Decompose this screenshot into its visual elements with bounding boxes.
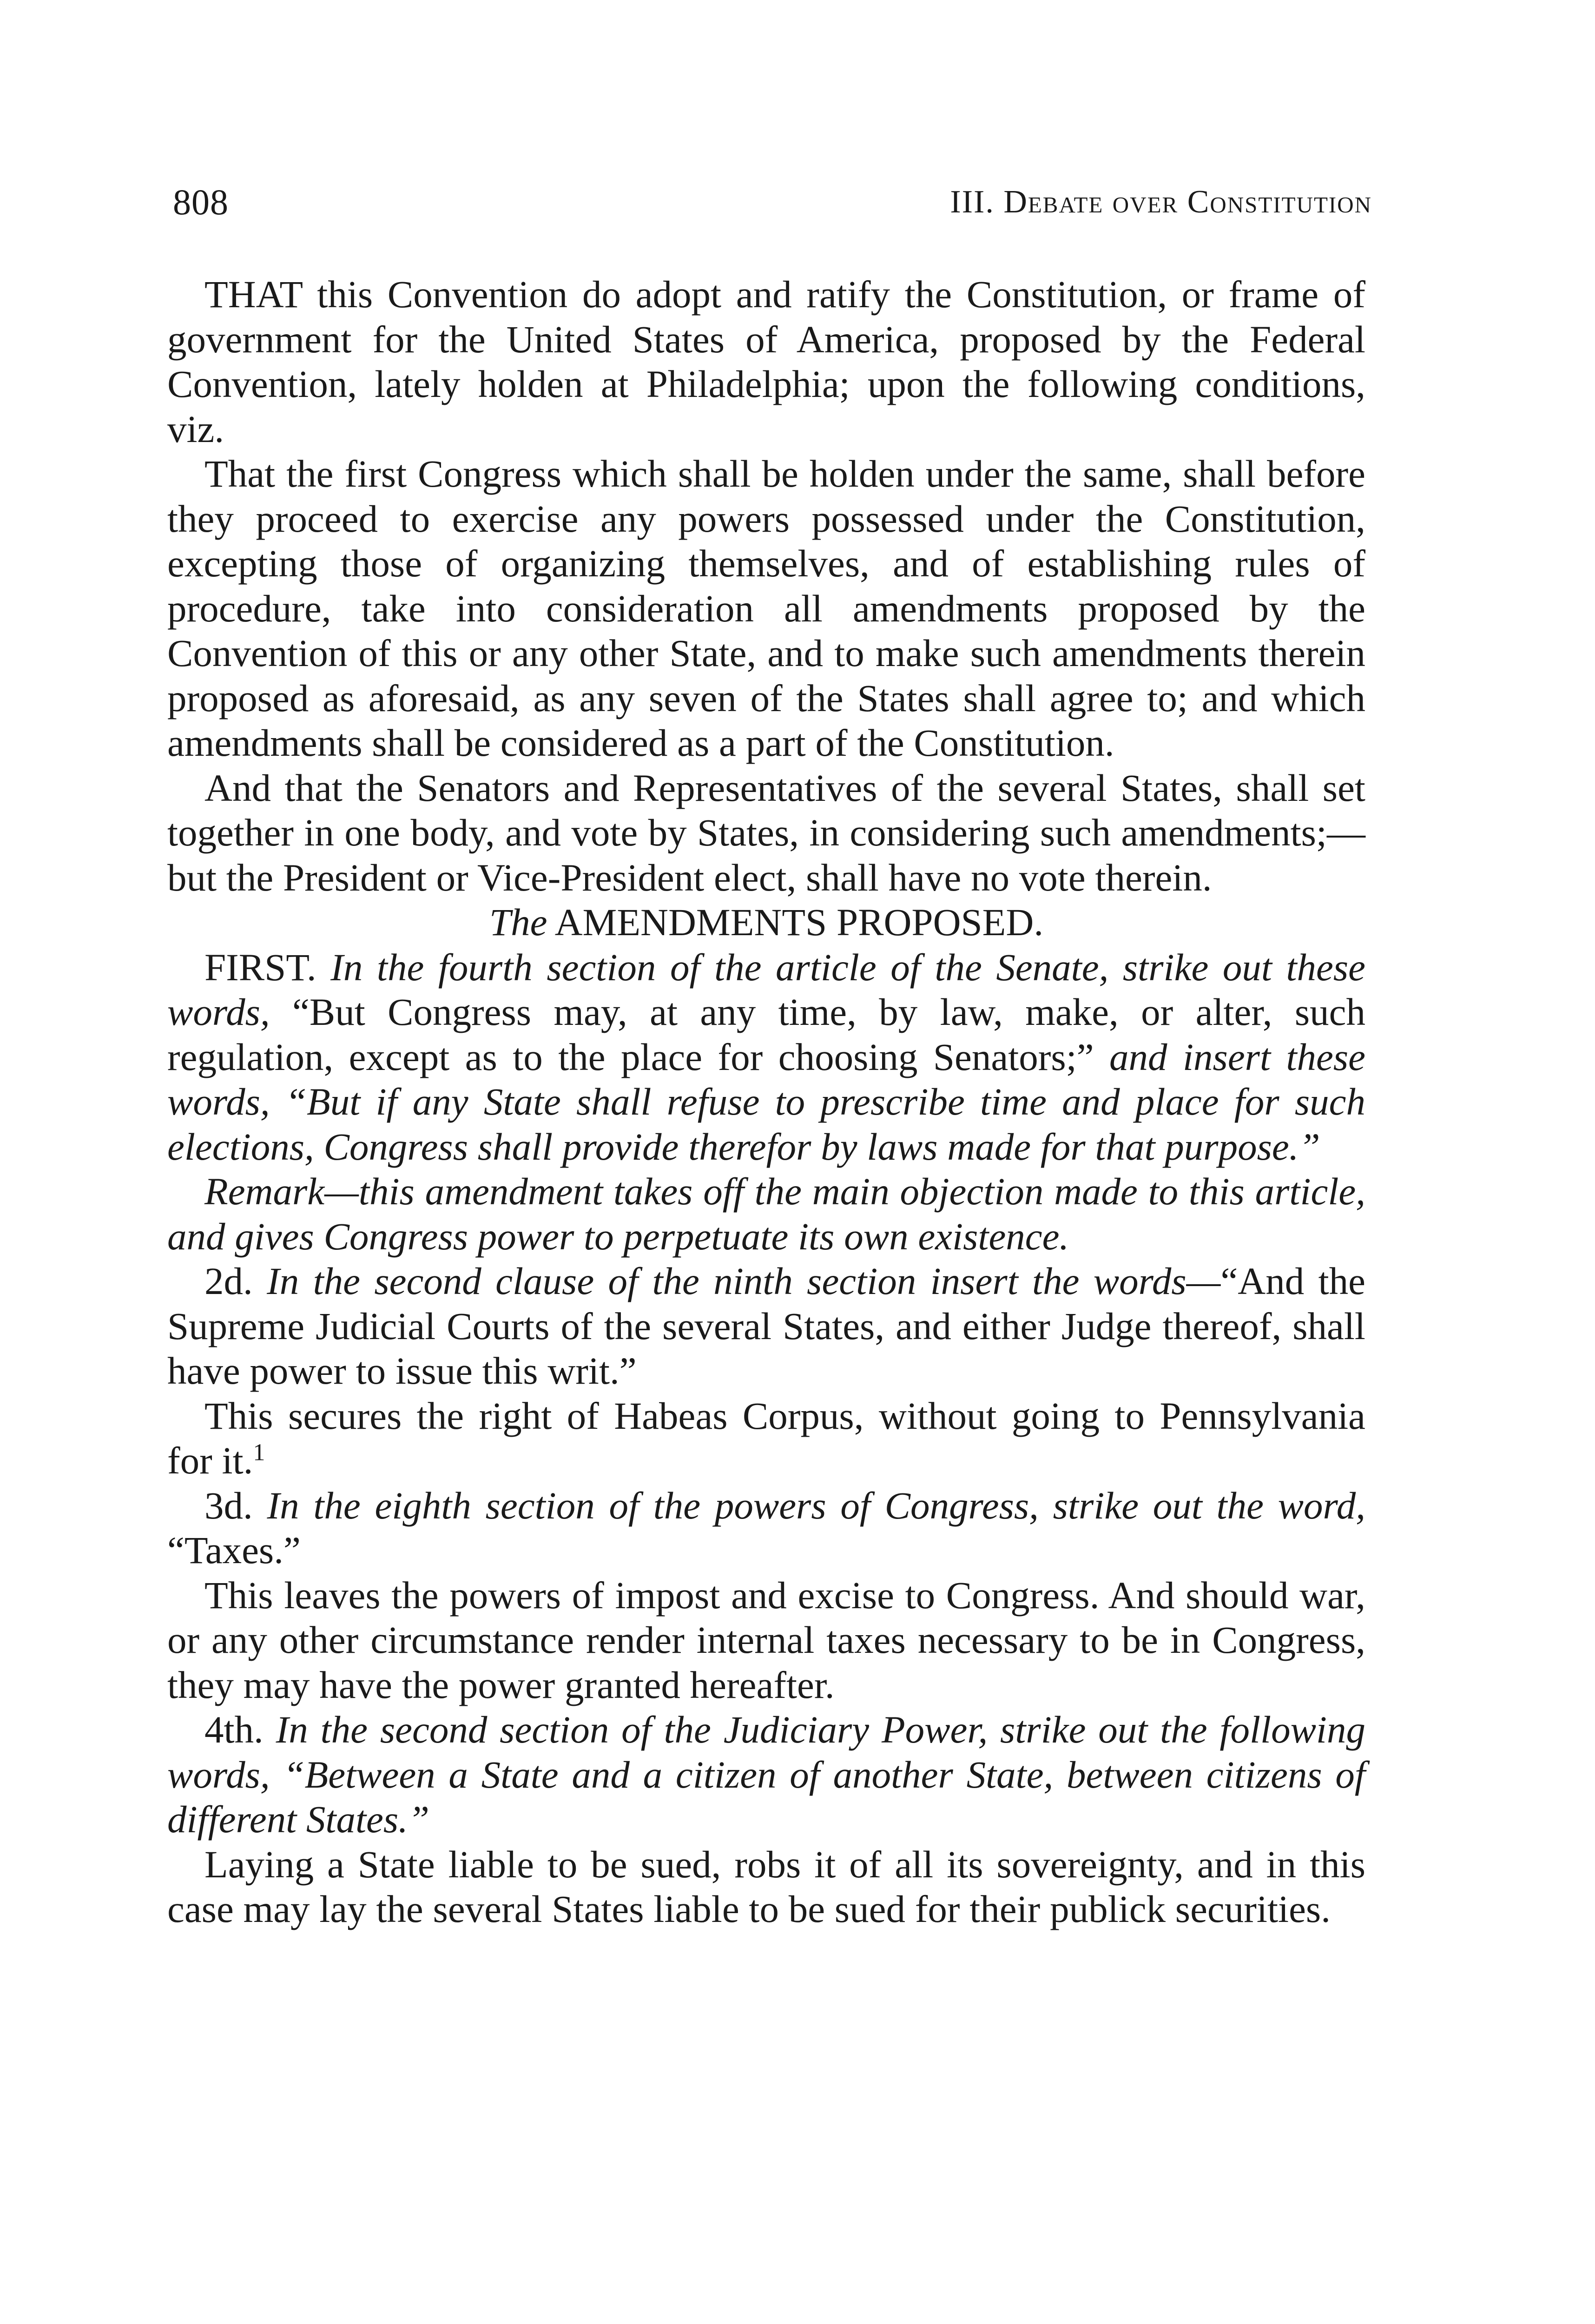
remark-paragraph [167,1169,1365,1259]
first-insert-instruction: and insert these words, [167,1035,1365,1123]
fourth-label: 4th. [204,1708,264,1751]
sovereignty-paragraph: Laying a State liable to be sued, robs it of all its sovereignty, and in this case may lay the several States liable to be sued for their publick securities. [167,1842,1365,1930]
heading-rest: AMENDMENTS PROPOSED. [547,901,1044,944]
habeas-text: This secures the right of Habeas Corpus, without going to Pennsylvania for it. [167,1394,1365,1482]
fourth-instruction: In the second section of the Judiciary Power, strike out the following words, “Between a State and a citizen of another State, between citizens of different States.” [167,1708,1365,1841]
first-inserted-text: “But if any State shall refuse to prescribe time and place for such elections, Congress shall provide therefor by laws made for that purpose.” [167,1080,1365,1168]
footnote-reference: 1 [253,1439,265,1466]
third-amendment [167,1483,1365,1573]
senators-paragraph: And that the Senators and Representatives of the several States, shall set together in one body, and vote by States, in considering such amendments;—but the President or Vice-President elect, shall have no vote therein. [167,766,1365,899]
third-label: 3d. [204,1484,253,1527]
ratification-paragraph: THAT this Convention do adopt and ratify the Constitution, or frame of government for the United States of America, proposed by the Federal Convention, lately holden at Philadelphia; upon the following conditions, viz. [167,273,1365,450]
habeas-paragraph [167,1393,1365,1483]
second-label: 2d. [204,1260,253,1302]
remark-text: Remark—this amendment takes off the main objection made to this article, and gives Congress power to perpetuate its own existence. [167,1170,1365,1258]
first-congress-paragraph: That the first Congress which shall be holden under the same, shall before they proceed to exercise any powers possessed under the Constitution, excepting those of organizing themselves, and of establishing rules of procedure, take into consideration all amendments proposed by the Convention of this or any other State, and to make such amendments therein proposed as aforesaid, as any seven of the States shall agree to; and which amendments shall be considered as a part of the Constitution. [167,452,1365,764]
running-head [173,177,1372,228]
first-amendment [167,945,1365,1169]
second-instruction: In the second clause of the ninth section insert the words— [252,1260,1221,1302]
second-quoted-text: “And the Supreme Judicial Courts of the several States, and either Judge thereof, shall have power to issue this writ.” [167,1260,1365,1392]
first-label: FIRST. [204,945,316,989]
heading-the: The [489,901,547,944]
first-quoted-text: “But Congress may, at any time, by law, make, or alter, such regulation, except as to the place for choosing Senators;” [167,990,1365,1078]
third-quoted-text: “Taxes.” [167,1529,301,1571]
impost-paragraph: This leaves the powers of impost and excise to Congress. And should war, or any other circumstance render internal taxes necessary to be in Congress, they may have the power granted hereafter. [167,1573,1365,1706]
first-instruction: In the fourth section of the article of the Senate, strike out these words, [167,945,1365,1033]
body-text [167,272,1365,1932]
running-title: III. Debate over Constitution [950,184,1372,220]
third-instruction: In the eighth section of the powers of Congress, strike out the word, [252,1484,1365,1527]
amendments-heading [167,900,1365,945]
fourth-amendment [167,1707,1365,1842]
second-amendment [167,1259,1365,1393]
page-number: 808 [173,182,229,222]
